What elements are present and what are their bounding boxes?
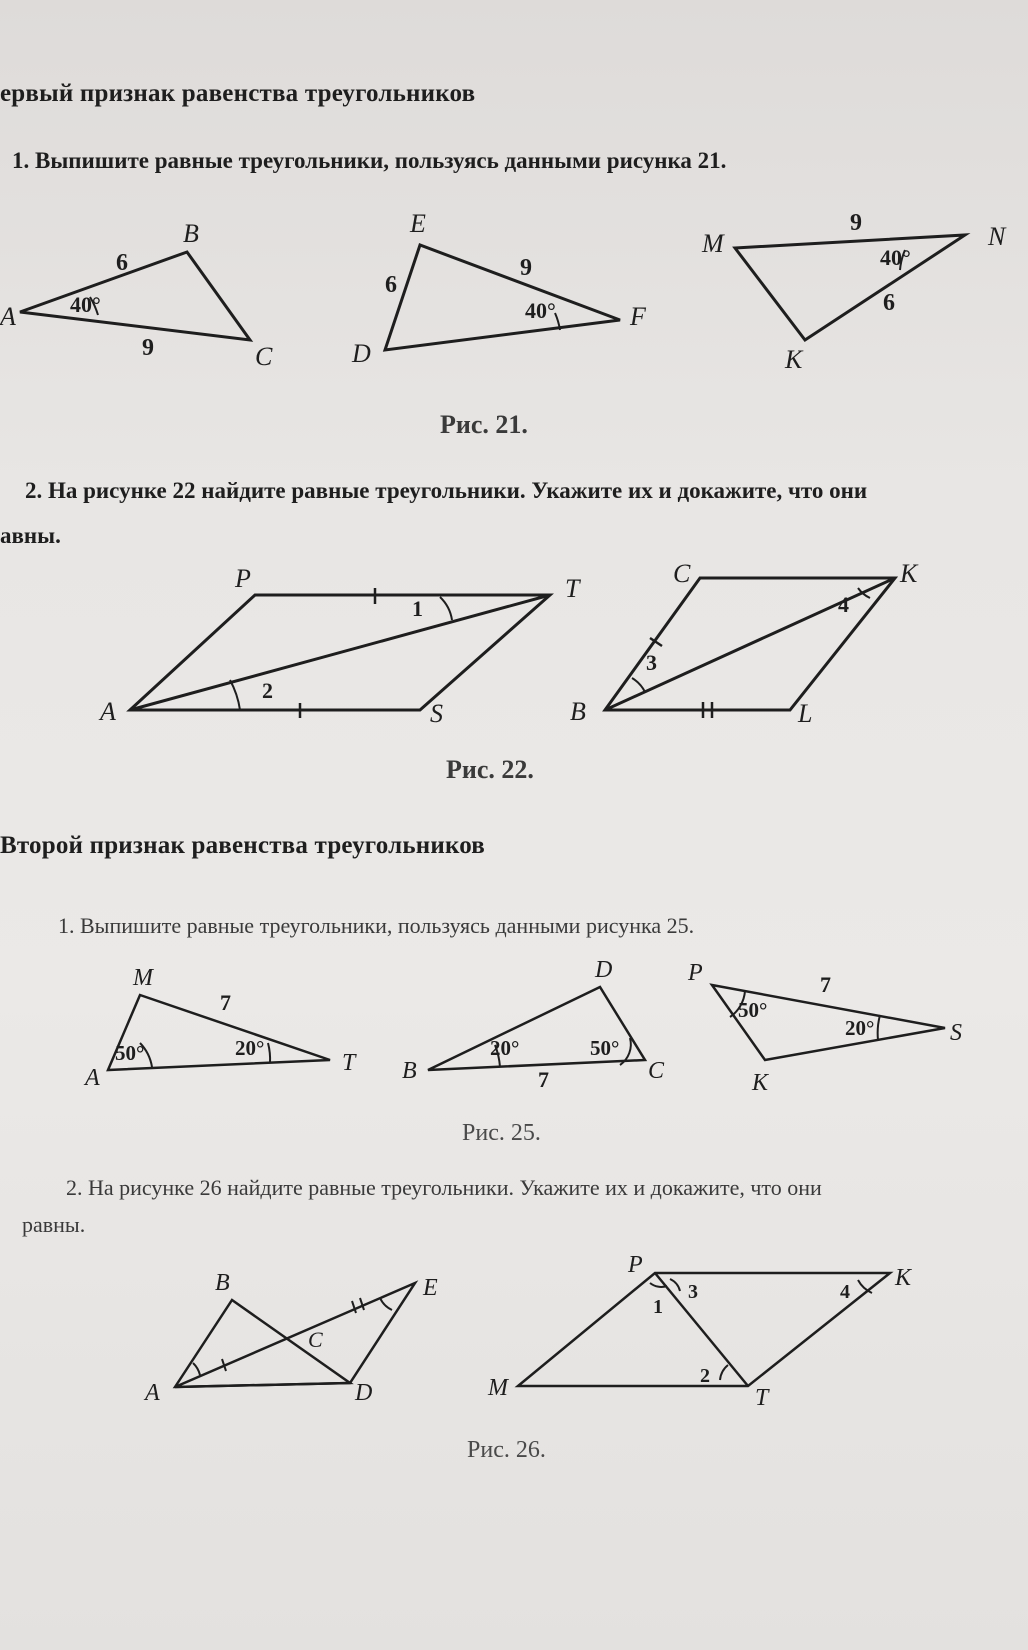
fig22-angle3: 3 [646, 650, 657, 675]
fig21-AC: 9 [142, 335, 154, 361]
fig21-AB: 6 [116, 250, 128, 276]
fig22-label-P: P [235, 564, 251, 593]
fig26-label-M: M [488, 1375, 508, 1401]
fig22-label-B: B [570, 697, 586, 726]
section2-task2-line1: 2. На рисунке 26 найдите равные треугольники. Укажите их и докажите, что они [66, 1175, 822, 1200]
fig22-angle2: 2 [262, 678, 273, 703]
fig21-NK: 6 [883, 290, 895, 316]
fig21-label-N: N [988, 222, 1006, 251]
fig21-label-D: D [352, 339, 371, 368]
fig26-label-P: P [628, 1255, 643, 1278]
fig21-label-C: C [255, 342, 273, 371]
fig21-angle2: 40° [525, 298, 556, 323]
fig25-label-B: B [402, 1058, 417, 1084]
fig25-angP: 50° [738, 998, 768, 1022]
figure-21 [0, 200, 1028, 380]
fig25-angS: 20° [845, 1016, 875, 1040]
fig26-angle1: 1 [653, 1296, 663, 1318]
fig21-label-E: E [410, 209, 426, 238]
fig21-angle3: 40° [880, 245, 911, 270]
fig25-angT: 20° [235, 1036, 265, 1060]
section2-heading: Второй признак равенства треугольников [0, 832, 486, 859]
fig21-label-F: F [630, 302, 646, 331]
fig25-label-C: C [648, 1058, 665, 1084]
fig21-label-A: A [0, 302, 16, 331]
section1-task2-line1: 2. На рисунке 22 найдите равные треугольники. Укажите их и докажите, что они [25, 478, 868, 503]
fig22-angle1: 1 [412, 596, 423, 621]
section1-task2-line2: авны. [0, 523, 61, 548]
fig25-label-K: K [752, 1070, 769, 1090]
fig21-label-B: B [183, 219, 199, 248]
section2-task1: 1. Выпишите равные треугольники, пользуясь данными рисунка 25. [58, 913, 695, 938]
fig25-angC: 50° [590, 1036, 620, 1060]
fig25-MT: 7 [220, 990, 231, 1015]
fig25-label-S: S [950, 1020, 962, 1046]
fig21-label-K: K [785, 345, 803, 374]
fig21-angle1: 40° [70, 292, 101, 317]
fig26-label-D: D [355, 1380, 373, 1406]
fig22-caption: Рис. 22. [446, 755, 534, 784]
fig21-MN: 9 [850, 210, 862, 236]
fig25-label-T: T [342, 1050, 356, 1076]
fig25-angA: 50° [115, 1041, 145, 1065]
fig22-angle4: 4 [838, 592, 849, 617]
fig22-label-A: A [100, 697, 116, 726]
section2-task2-line2: равны. [22, 1212, 86, 1237]
fig26-angle3: 3 [688, 1281, 698, 1303]
fig26-label-E: E [423, 1275, 438, 1301]
fig25-label-A: A [85, 1065, 100, 1090]
fig21-DE: 6 [385, 272, 397, 298]
fig26-label-C: C [308, 1327, 323, 1352]
section1-task1: 1. Выпишите равные треугольники, пользуясь данными рисунка 21. [12, 148, 727, 173]
fig25-label-P: P [688, 960, 703, 986]
fig22-label-K: K [900, 560, 918, 588]
fig25-caption: Рис. 25. [462, 1120, 541, 1146]
fig25-PS: 7 [820, 972, 831, 997]
fig21-label-M: M [702, 229, 724, 258]
figure-22 [0, 560, 1028, 730]
fig25-BC: 7 [538, 1067, 549, 1090]
fig22-label-S: S [430, 699, 443, 728]
fig25-label-M: M [133, 965, 153, 991]
figure-26 [0, 1255, 1028, 1415]
fig22-label-T: T [565, 574, 580, 603]
fig25-angB: 20° [490, 1036, 520, 1060]
section1-heading: ервый признак равенства треугольников [0, 80, 476, 107]
fig25-label-D: D [595, 957, 613, 983]
fig22-label-L: L [798, 699, 813, 728]
fig26-angle2: 2 [700, 1365, 710, 1387]
fig26-angle4: 4 [840, 1281, 850, 1303]
fig26-label-B: B [215, 1270, 230, 1296]
fig22-label-C: C [673, 560, 691, 588]
fig26-label-K: K [895, 1265, 912, 1291]
fig26-caption: Рис. 26. [467, 1437, 546, 1463]
figure-25 [0, 955, 1028, 1090]
fig21-caption: Рис. 21. [440, 410, 528, 439]
fig26-label-A: A [145, 1380, 160, 1406]
fig21-EF: 9 [520, 255, 532, 281]
fig26-label-T: T [755, 1385, 769, 1411]
